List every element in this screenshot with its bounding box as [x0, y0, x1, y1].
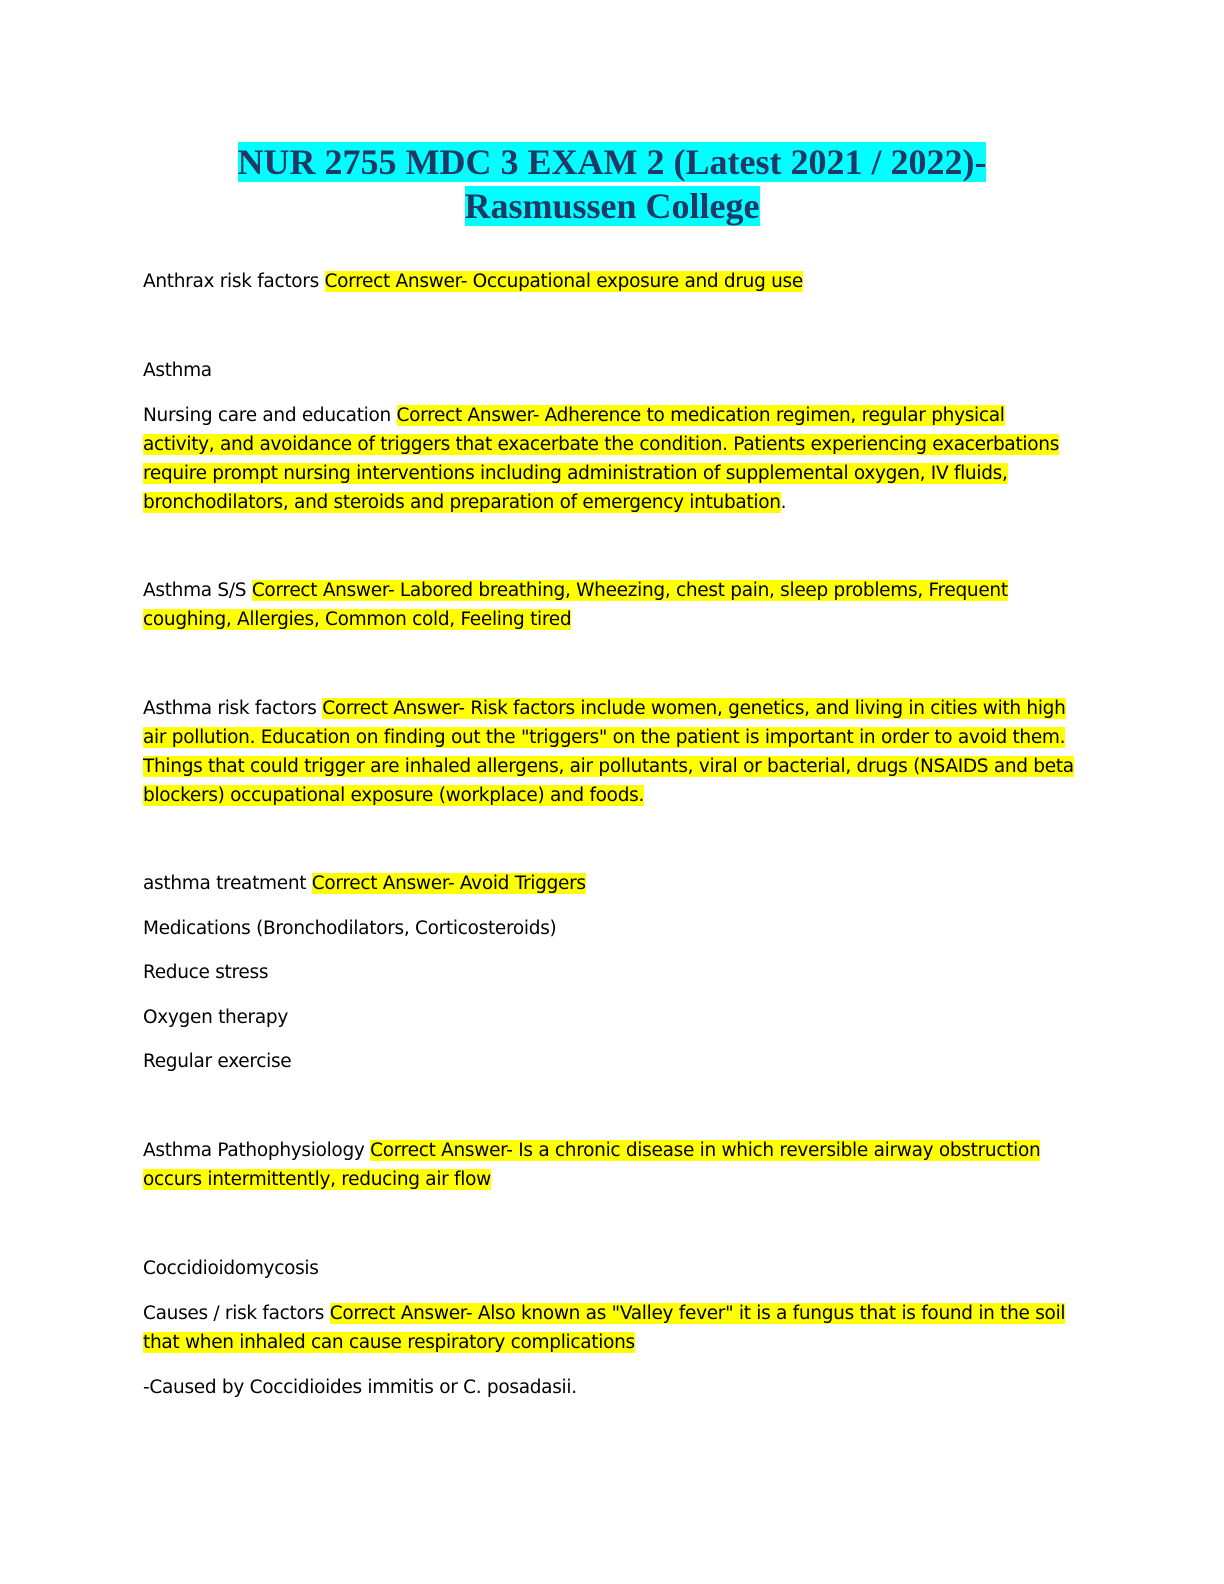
treatment-line-oxygen: Oxygen therapy — [143, 1007, 288, 1028]
trailing-period: . — [780, 492, 787, 513]
title-line-1: NUR 2755 MDC 3 EXAM 2 (Latest 2021 / 2022)- — [237, 142, 987, 182]
heading-asthma: Asthma — [143, 360, 212, 381]
question-text: Causes / risk factors — [143, 1303, 330, 1324]
paragraph-asthma-risk — [143, 694, 1078, 810]
paragraph-asthma-ss — [143, 576, 1078, 634]
question-text: Asthma risk factors — [143, 698, 323, 719]
answer-text: Correct Answer- Risk factors include women, genetics, and living in cities with high air pollution. Education on finding out the "triggers" on the patient is important in order to avoid them. Things that could trigger are inhaled allergens, air pollutants, viral or bacterial, drugs (NSAIDS and beta blockers) occupational exposure (workplace) and foods. — [143, 698, 1074, 806]
question-text: Asthma S/S — [143, 580, 252, 601]
heading-coccidioidomycosis: Coccidioidomycosis — [143, 1258, 319, 1279]
question-text: Asthma Pathophysiology — [143, 1140, 371, 1161]
treatment-line-stress: Reduce stress — [143, 962, 269, 983]
treatment-line-exercise: Regular exercise — [143, 1051, 292, 1072]
paragraph-caused-by: -Caused by Coccidioides immitis or C. posadasii. — [143, 1377, 577, 1398]
answer-text: Correct Answer- Is a chronic disease in which reversible airway obstruction occurs intermittently, reducing air flow — [143, 1140, 1041, 1190]
document-title — [0, 140, 1224, 228]
paragraph-anthrax — [143, 267, 1078, 296]
question-text: asthma treatment — [143, 873, 312, 894]
answer-text: Correct Answer- Also known as "Valley fever" it is a fungus that is found in the soil that when inhaled can cause respiratory complications — [143, 1303, 1066, 1353]
answer-text: Correct Answer- Avoid Triggers — [311, 873, 586, 894]
answer-text: Correct Answer- Labored breathing, Wheezing, chest pain, sleep problems, Frequent coughing, Allergies, Common cold, Feeling tired — [143, 580, 1008, 630]
title-line-2: Rasmussen College — [464, 186, 760, 226]
answer-text: Correct Answer- Occupational exposure and drug use — [324, 271, 803, 292]
treatment-line-medications: Medications (Bronchodilators, Corticosteroids) — [143, 918, 557, 939]
question-text: Nursing care and education — [143, 405, 397, 426]
paragraph-nursing-care — [143, 401, 1078, 517]
question-text: Anthrax risk factors — [143, 271, 325, 292]
paragraph-causes — [143, 1299, 1078, 1357]
paragraph-asthma-treatment — [143, 869, 1078, 898]
answer-text: Correct Answer- Adherence to medication regimen, regular physical activity, and avoidance of triggers that exacerbate the condition. Patients experiencing exacerbations require prompt nursing interventions including administration of supplemental oxygen, IV fluids, bronchodilators, and steroids and preparation of emergency intubation — [143, 405, 1060, 513]
paragraph-asthma-pathophysiology — [143, 1136, 1078, 1194]
